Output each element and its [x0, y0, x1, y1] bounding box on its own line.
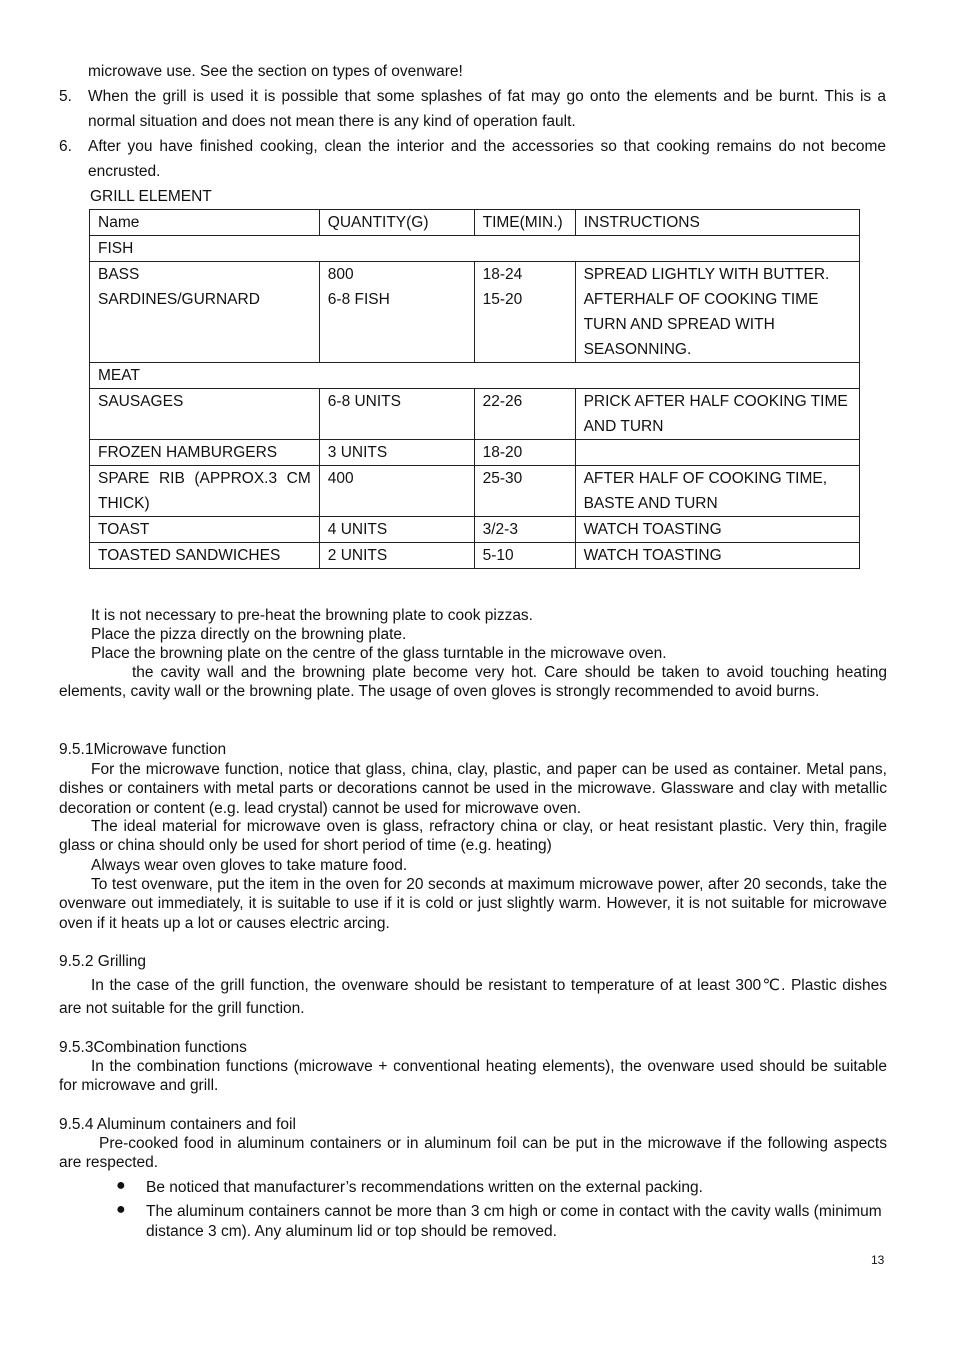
paragraph: To test ovenware, put the item in the oven for 20 seconds at maximum microwave power, after 20 seconds, take the ovenware out immediately, it is suitable to use if it is cold or just slightly warm. However, it is not suitable for microwave oven if it heats up a lot or causes electric arcing. [59, 876, 887, 932]
table-row [90, 440, 860, 466]
cell-quantity: 3 UNITS [319, 440, 474, 466]
cell-name: TOAST [90, 517, 320, 543]
table-row [90, 517, 860, 543]
header-name: Name [90, 210, 320, 236]
paragraph: In the combination functions (microwave + conventional heating elements), the ovenware used should be suitable for microwave and grill. [59, 1058, 887, 1095]
paragraph: Pre-cooked food in aluminum containers or in aluminum foil can be put in the microwave if the following aspects are respected. [59, 1135, 887, 1172]
cell-time: 3/2-3 [474, 517, 575, 543]
cell-time [474, 262, 575, 363]
table-section-row [90, 236, 860, 262]
list-item: After you have finished cooking, clean the interior and the accessories so that cooking remains do not become encrusted. [88, 138, 886, 180]
table-section-row [90, 363, 860, 389]
page-number: 13 [871, 1253, 885, 1267]
cell-quantity: 4 UNITS [319, 517, 474, 543]
section-meat: MEAT [90, 363, 860, 389]
pizza-line: It is not necessary to pre-heat the browning plate to cook pizzas. [91, 607, 533, 624]
paragraph: In the case of the grill function, the ovenware should be resistant to temperature of at least 300℃. Plastic dishes are not suitable for the grill function. [59, 977, 887, 1017]
section-heading: 9.5.4 Aluminum containers and foil [59, 1116, 296, 1133]
table-caption: GRILL ELEMENT [90, 188, 212, 205]
cell-instructions: WATCH TOASTING [575, 543, 859, 569]
cell-name: SPARE RIB (APPROX.3 CM THICK) [90, 466, 320, 517]
header-quantity: QUANTITY(G) [319, 210, 474, 236]
cell-instructions [575, 440, 859, 466]
table-row [90, 466, 860, 517]
bullet-icon: ● [116, 1177, 126, 1194]
cell-time: 5-10 [474, 543, 575, 569]
cell-line: BASS [98, 266, 140, 283]
section-heading: 9.5.2 Grilling [59, 953, 147, 970]
cell-quantity: 400 [319, 466, 474, 517]
cell-name: TOASTED SANDWICHES [90, 543, 320, 569]
cell-name [90, 262, 320, 363]
bullet-item: Be noticed that manufacturer’s recommendations written on the external packing. [146, 1179, 703, 1196]
list-item: When the grill is used it is possible that some splashes of fat may go onto the elements and be burnt. This is a normal situation and does not mean there is any kind of operation fault. [88, 88, 886, 130]
header-time: TIME(MIN.) [474, 210, 575, 236]
paragraph: For the microwave function, notice that glass, china, clay, plastic, and paper can be used as container. Metal pans, dishes or containers with metal parts or decorations cannot be used in the microwave. Glassware and clay with metallic decoration or content (e.g. lead crystal) cannot be used for microwave oven. [59, 761, 887, 817]
section-heading: 9.5.3Combination functions [59, 1039, 247, 1056]
table-row [90, 389, 860, 440]
cell-line: 800 [327, 266, 354, 283]
bullet-icon: ● [116, 1201, 126, 1218]
table-row [90, 262, 860, 363]
cell-instructions: AFTER HALF OF COOKING TIME, BASTE AND TURN [575, 466, 859, 517]
pizza-line: Place the pizza directly on the browning plate. [91, 626, 407, 643]
cell-instructions: WATCH TOASTING [575, 517, 859, 543]
list-number: 5. [59, 88, 72, 105]
cell-line: SARDINES/GURNARD [98, 291, 260, 308]
header-instructions: INSTRUCTIONS [575, 210, 859, 236]
cell-line: 15-20 [482, 291, 523, 308]
section-fish: FISH [90, 236, 860, 262]
bullet-item: The aluminum containers cannot be more than 3 cm high or come in contact with the cavity walls (minimum distance 3 cm). Any aluminum lid or top should be removed. [146, 1203, 882, 1240]
cell-name: FROZEN HAMBURGERS [90, 440, 320, 466]
paragraph: Always wear oven gloves to take mature food. [91, 857, 408, 874]
cell-instructions: PRICK AFTER HALF COOKING TIME AND TURN [575, 389, 859, 440]
cell-line: 18-24 [482, 266, 523, 283]
pizza-line: Place the browning plate on the centre of the glass turntable in the microwave oven. [91, 645, 667, 662]
grill-table [89, 209, 860, 569]
cell-quantity: 2 UNITS [319, 543, 474, 569]
paragraph: The ideal material for microwave oven is glass, refractory china or clay, or heat resistant plastic. Very thin, fragile glass or china should only be used for short period of time (e.g. heating) [59, 818, 887, 855]
table-header-row [90, 210, 860, 236]
cell-time: 25-30 [474, 466, 575, 517]
cell-time: 22-26 [474, 389, 575, 440]
cell-quantity: 6-8 UNITS [319, 389, 474, 440]
cell-name: SAUSAGES [90, 389, 320, 440]
table-row [90, 543, 860, 569]
cell-instructions: SPREAD LIGHTLY WITH BUTTER. AFTERHALF OF COOKING TIME TURN AND SPREAD WITH SEASONNING. [575, 262, 859, 363]
section-heading: 9.5.1Microwave function [59, 741, 227, 758]
cell-time: 18-20 [474, 440, 575, 466]
list-continuation: microwave use. See the section on types of ovenware! [88, 63, 463, 80]
cell-quantity [319, 262, 474, 363]
cell-line: 6-8 FISH [327, 291, 390, 308]
list-number: 6. [59, 138, 72, 155]
pizza-warning: the cavity wall and the browning plate become very hot. Care should be taken to avoid touching heating elements, cavity wall or the browning plate. The usage of oven gloves is strongly recommended to avoid burns. [59, 664, 887, 701]
